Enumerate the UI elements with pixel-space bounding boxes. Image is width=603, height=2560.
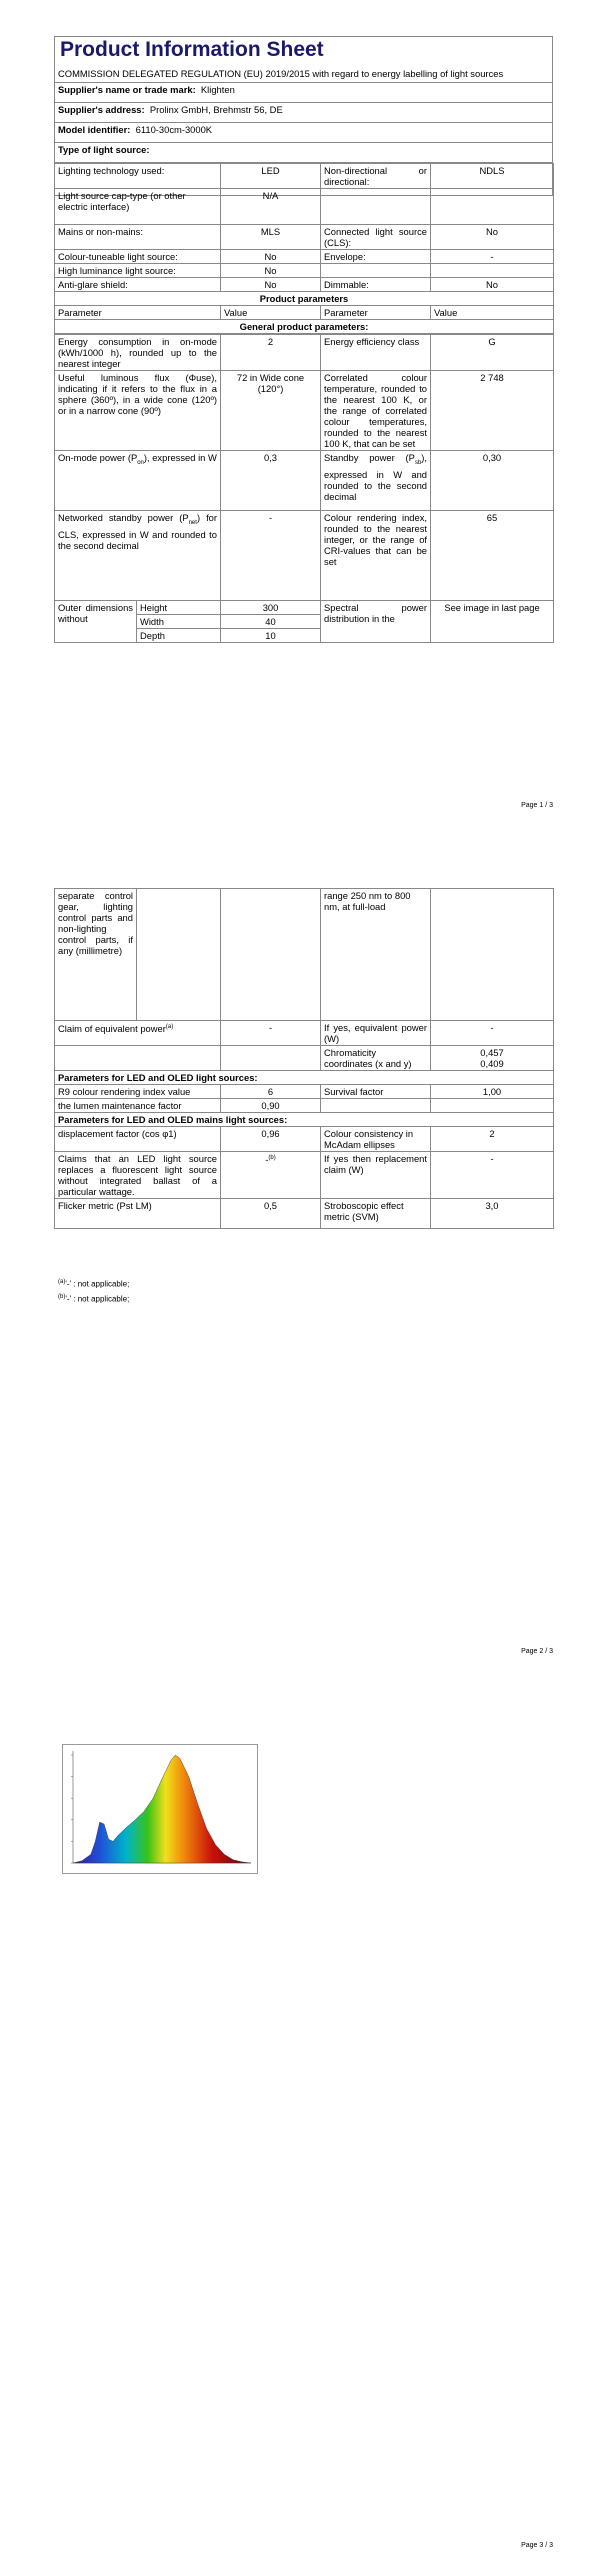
product-params-heading: Product parameters	[55, 292, 554, 306]
chroma-label: Chromaticity coordinates (x and y)	[321, 1046, 431, 1071]
cct-label: Correlated colour temperature, rounded to the nearest 100 K, or the range of correlated colour temperatures, rounded to the nearest 100 K, that can be set	[321, 371, 431, 451]
col-parameter-2: Parameter	[321, 306, 431, 320]
ct-val: No	[221, 250, 321, 264]
page-number-3: Page 3 / 3	[521, 2542, 553, 2549]
page-title: Product Information Sheet	[60, 38, 324, 61]
psb-val: 0,30	[431, 451, 554, 511]
eqp-label: If yes, equivalent power (W)	[321, 1021, 431, 1046]
mains-params-heading: Parameters for LED and OLED mains light sources:	[55, 1113, 554, 1127]
lumen-label: the lumen maintenance factor	[55, 1099, 221, 1113]
claim-label: Claim of equivalent power$^{(a)}$	[55, 1021, 221, 1046]
dim-val: No	[431, 278, 554, 292]
supplier-address-label: Supplier's address:	[58, 104, 145, 115]
colcon-val: 2	[431, 1127, 554, 1152]
outer-dim-label-p1: Outer dimensions without	[55, 601, 137, 643]
type-label: Type of light source:	[55, 143, 553, 163]
colcon-label: Colour consistency in McAdam ellipses	[321, 1127, 431, 1152]
params-table-p2	[54, 888, 554, 1229]
footnote-a: $^{(a)}$'-' : not applicable;	[58, 1279, 130, 1289]
surv-label: Survival factor	[321, 1085, 431, 1099]
repl-val: -	[431, 1152, 554, 1199]
spd-val: See image in last page	[431, 601, 554, 643]
spectrum-svg	[63, 1745, 257, 1873]
regulation-block	[54, 68, 553, 643]
general-params-heading: General product parameters:	[55, 320, 554, 334]
page-number-1: Page 1 / 3	[521, 802, 553, 809]
mains-val: MLS	[221, 225, 321, 250]
flux-label: Useful luminous flux (Φuse), indicating if it refers to the flux in a sphere (360º), in a wide cone (120º) or in a narrow cone (90º)	[55, 371, 221, 451]
claim-val: -	[221, 1021, 321, 1046]
ag-val: No	[221, 278, 321, 292]
supplier-name-label: Supplier's name or trade mark:	[58, 84, 196, 95]
flux-val: 72 in Wide cone (120°)	[221, 371, 321, 451]
r9-label: R9 colour rendering index value	[55, 1085, 221, 1099]
supplier-table	[54, 82, 553, 163]
height-label: Height	[137, 601, 221, 615]
supplier-name-row	[55, 83, 553, 103]
r9-val: 6	[221, 1085, 321, 1099]
pnet-val: -	[221, 511, 321, 601]
lt-label: Lighting technology used:	[55, 164, 221, 189]
cap-label: Light source cap-type (or other electric interface)	[55, 189, 221, 225]
repl-label: If yes then replacement claim (W)	[321, 1152, 431, 1199]
cls-label: Connected light source (CLS):	[321, 225, 431, 250]
spd-label-p1: Spectral power distribution in the	[321, 601, 431, 643]
footnotes	[58, 1276, 129, 1305]
hl-label: High luminance light source:	[55, 264, 221, 278]
eclass-label: Energy efficiency class	[321, 335, 431, 371]
flicker-val: 0,5	[221, 1199, 321, 1229]
energy-val: 2	[221, 335, 321, 371]
pnet-label: Networked standby power $(P_{net})$ for CLS, expressed in W and rounded to the second decimal	[55, 511, 221, 601]
model-label: Model identifier:	[58, 124, 131, 135]
outer-dim-label-p2: separate control gear, lighting control parts and non-lighting control parts, if any (millimetre)	[55, 889, 137, 1021]
pon-label: On-mode power $(P_{on})$, expressed in W	[55, 451, 221, 511]
supplier-address-row	[55, 103, 553, 123]
col-value-1: Value	[221, 306, 321, 320]
pon-val: 0,3	[221, 451, 321, 511]
cct-val: 2 748	[431, 371, 554, 451]
cri-val: 65	[431, 511, 554, 601]
psb-label: Standby power $(P_{sb})$, expressed in W and rounded to the second decimal	[321, 451, 431, 511]
supplier-name: Klighten	[200, 84, 235, 95]
spectrum-curve	[73, 1755, 251, 1863]
dim-label: Dimmable:	[321, 278, 431, 292]
env-label: Envelope:	[321, 250, 431, 264]
eclass-val: G	[431, 335, 554, 371]
energy-label: Energy consumption in on-mode (kWh/1000 h), rounded up to the nearest integer	[55, 335, 221, 371]
light-source-table	[54, 163, 554, 334]
cls-val: No	[431, 225, 554, 250]
svm-val: 3,0	[431, 1199, 554, 1229]
height-val: 300	[221, 601, 321, 615]
model-row	[55, 123, 553, 143]
nd-label: Non-directional or directional:	[321, 164, 431, 189]
ct-label: Colour-tuneable light source:	[55, 250, 221, 264]
chroma-val: 0,457 0,409	[431, 1046, 554, 1071]
regulation-text: COMMISSION DELEGATED REGULATION (EU) 2019/2015 with regard to energy labelling of light sources	[54, 68, 553, 82]
mains-label: Mains or non-mains:	[55, 225, 221, 250]
disp-val: 0,96	[221, 1127, 321, 1152]
page-2-content	[54, 888, 553, 1229]
width-val: 40	[221, 615, 321, 629]
spectrum-chart	[62, 1744, 258, 1874]
svm-label: Stroboscopic effect metric (SVM)	[321, 1199, 431, 1229]
eqp-val: -	[431, 1021, 554, 1046]
fluor-label: Claims that an LED light source replaces a fluorescent light source without integrated ballast of a particular wattage.	[55, 1152, 221, 1199]
col-value-2: Value	[431, 306, 554, 320]
page-number-2: Page 2 / 3	[521, 1648, 553, 1655]
led-params-heading: Parameters for LED and OLED light sources:	[55, 1071, 554, 1085]
model-identifier: 6110-30cm-3000K	[135, 124, 213, 135]
env-val: -	[431, 250, 554, 264]
footnote-b: $^{(b)}$'-' : not applicable;	[58, 1293, 130, 1304]
flicker-label: Flicker metric (Pst LM)	[55, 1199, 221, 1229]
disp-label: displacement factor (cos φ1)	[55, 1127, 221, 1152]
col-parameter-1: Parameter	[55, 306, 221, 320]
cap-val: N/A	[221, 189, 321, 225]
hl-val: No	[221, 264, 321, 278]
nd-val: NDLS	[431, 164, 554, 189]
ag-label: Anti-glare shield:	[55, 278, 221, 292]
surv-val: 1,00	[431, 1085, 554, 1099]
lt-val: LED	[221, 164, 321, 189]
lumen-val: 0,90	[221, 1099, 321, 1113]
supplier-address: Prolinx GmbH, Brehmstr 56, DE	[149, 104, 283, 115]
params-table-p1	[54, 334, 554, 643]
fluor-val: -$^{(b)}$	[221, 1152, 321, 1199]
depth-label: Depth	[137, 629, 221, 643]
width-label: Width	[137, 615, 221, 629]
depth-val: 10	[221, 629, 321, 643]
cri-label: Colour rendering index, rounded to the nearest integer, or the range of CRI-values that can be set	[321, 511, 431, 601]
spd-label-p2: range 250 nm to 800 nm, at full-load	[321, 889, 431, 1021]
